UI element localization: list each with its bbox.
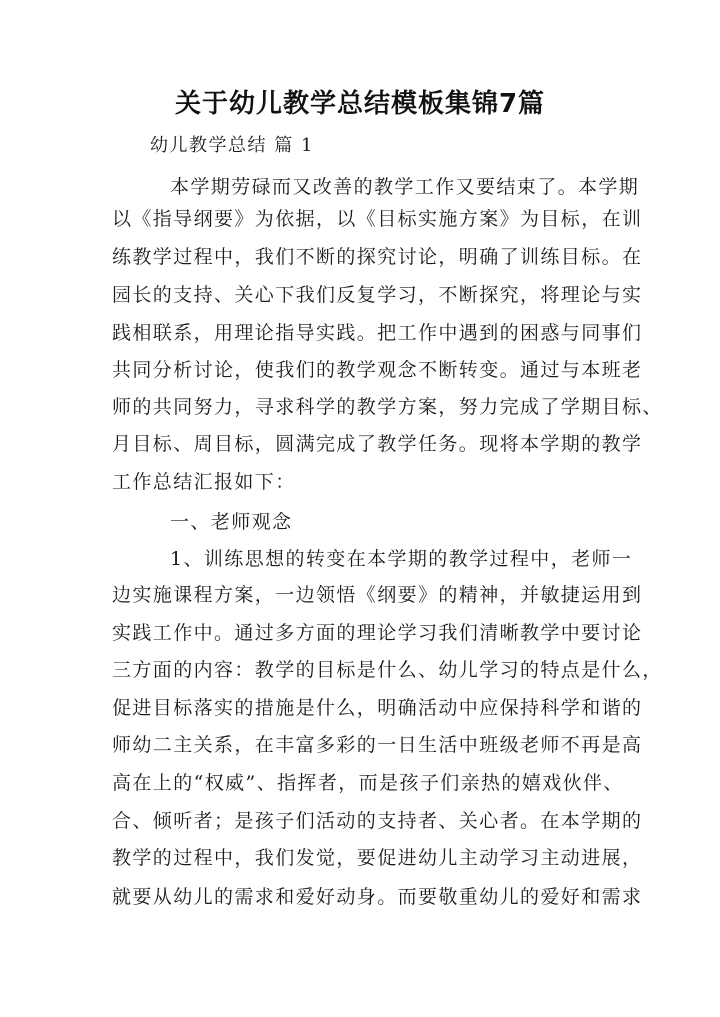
paragraph-line: 教学的过程中，我们发觉，要促进幼儿主动学习主动进展， (112, 847, 643, 869)
paragraph-line: 边实施课程方案，一边领悟《纲要》的精神，并敏捷运用到 (112, 584, 643, 606)
paragraph-line: 合、倾听者；是孩子们活动的支持者、关心者。在本学期的 (112, 810, 643, 832)
paragraph-line: 三方面的内容：教学的目标是什么、幼儿学习的特点是什么， (112, 659, 663, 681)
paragraph-line: 本学期劳碌而又改善的教学工作又要结束了。本学期 (170, 176, 640, 198)
paragraph-line: 高在上的“权威”、指挥者，而是孩子们亲热的嬉戏伙伴、 (112, 772, 624, 794)
paragraph-line: 师幼二主关系，在丰富多彩的一日生活中班级老师不再是高 (112, 734, 643, 756)
paragraph-line: 工作总结汇报如下： (112, 471, 296, 493)
paragraph-line: 1、训练思想的转变在本学期的教学过程中，老师一 (170, 548, 633, 570)
paragraph-line: 月目标、周目标，圆满完成了教学任务。现将本学期的教学 (112, 433, 643, 455)
paragraph-line: 促进目标落实的措施是什么，明确活动中应保持科学和谐的 (112, 697, 643, 719)
paragraph-line: 共同分析讨论，使我们的教学观念不断转变。通过与本班老 (112, 359, 643, 381)
document-title: 关于幼儿教学总结模板集锦7篇 (174, 89, 546, 119)
paragraph-line: 实践工作中。通过多方面的理论学习我们清晰教学中要讨论 (112, 622, 643, 644)
paragraph-line: 练教学过程中，我们不断的探究讨论，明确了训练目标。在 (112, 246, 643, 268)
section-subtitle: 幼儿教学总结 篇 1 (150, 135, 314, 156)
paragraph-line: 师的共同努力，寻求科学的教学方案，努力完成了学期目标、 (112, 396, 663, 418)
section-heading: 一、老师观念 (170, 511, 293, 533)
paragraph-line: 以《指导纲要》为依据，以《目标实施方案》为目标，在训 (112, 208, 643, 230)
paragraph-line: 就要从幼儿的需求和爱好动身。而要敬重幼儿的爱好和需求 (112, 886, 643, 908)
paragraph-line: 践相联系，用理论指导实践。把工作中遇到的困惑与同事们 (112, 322, 643, 344)
paragraph-line: 园长的支持、关心下我们反复学习，不断探究，将理论与实 (112, 284, 643, 306)
